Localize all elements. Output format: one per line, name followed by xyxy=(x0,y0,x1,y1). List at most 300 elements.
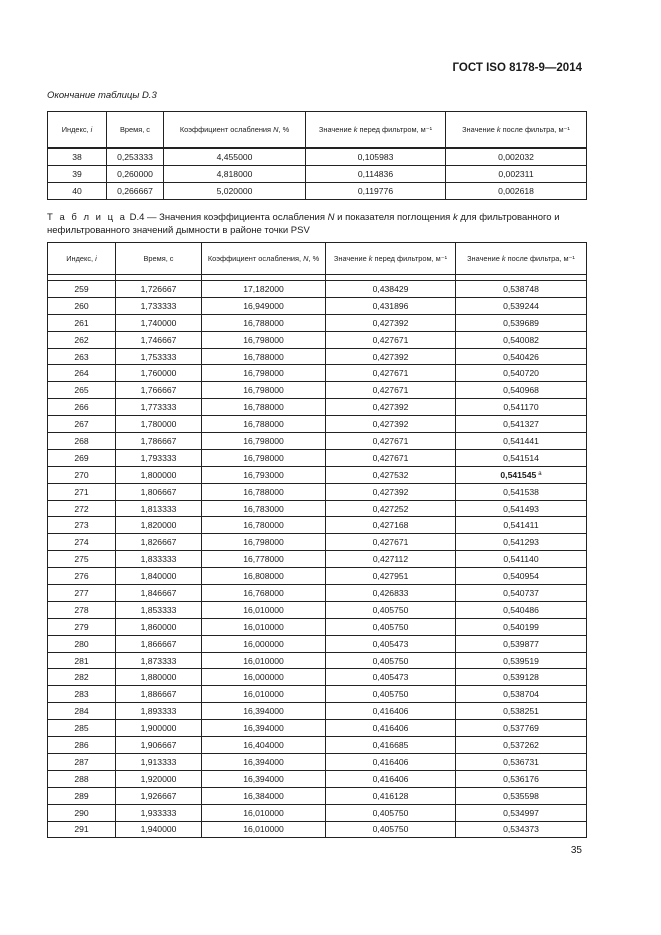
cell-value: 16,404000 xyxy=(243,739,284,750)
table-cell xyxy=(48,416,116,433)
table-row xyxy=(48,281,587,298)
table-cell xyxy=(456,585,587,602)
table-cell xyxy=(326,652,456,669)
cell-value: 5,020000 xyxy=(216,186,253,196)
table-cell xyxy=(48,517,116,534)
column-header-label: Коэффициент ослабления, xyxy=(207,253,304,263)
table-cell xyxy=(48,534,116,551)
cell-value: 272 xyxy=(74,503,89,514)
table-cell xyxy=(48,787,116,804)
table-cell xyxy=(456,770,587,787)
cell-value: 1,880000 xyxy=(140,672,177,683)
table-cell xyxy=(326,297,456,314)
footnote-marker: a xyxy=(538,470,542,477)
cell-value: 1,826667 xyxy=(140,537,177,548)
table-cell xyxy=(326,483,456,500)
table-cell xyxy=(48,449,116,466)
cell-value: 262 xyxy=(74,334,89,345)
cell-value: 0,540486 xyxy=(503,604,539,615)
cell-value: 16,798000 xyxy=(243,385,284,396)
table-cell xyxy=(456,635,587,652)
table-cell xyxy=(116,365,202,382)
table-row xyxy=(48,382,587,399)
cell-value: 0,105983 xyxy=(357,152,394,162)
cell-value: 1,860000 xyxy=(140,621,177,632)
table-cell xyxy=(48,365,116,382)
table-cell xyxy=(48,433,116,450)
table-cell xyxy=(48,348,116,365)
table-cell xyxy=(107,166,164,183)
table-d4 xyxy=(47,242,587,838)
cell-value: 0,405473 xyxy=(372,672,409,683)
table-cell xyxy=(456,466,587,483)
cell-value: 16,949000 xyxy=(243,300,284,311)
cell-value: 0,541545 xyxy=(500,469,537,480)
table-d3-body xyxy=(48,148,587,200)
column-header-unit: после фильтра, м⁻¹ xyxy=(500,124,570,134)
table-cell xyxy=(202,433,326,450)
column-header-label: Значение xyxy=(462,124,497,134)
table-cell xyxy=(116,551,202,568)
table-cell xyxy=(202,703,326,720)
cell-value: 0,405750 xyxy=(372,807,409,818)
table-cell xyxy=(116,787,202,804)
cell-value: 0,540720 xyxy=(503,368,539,379)
cell-value: 1,813333 xyxy=(140,503,177,514)
cell-value: 1,740000 xyxy=(140,317,177,328)
column-header-unit: перед фильтром, м⁻¹ xyxy=(372,253,448,263)
cell-value: 0,260000 xyxy=(117,169,153,179)
cell-value: 16,394000 xyxy=(243,756,284,767)
cell-value: 1,893333 xyxy=(140,706,177,717)
table-cell xyxy=(116,466,202,483)
cell-value: 269 xyxy=(74,452,89,463)
table-row xyxy=(48,500,587,517)
cell-value: 275 xyxy=(74,554,89,565)
table-cell xyxy=(107,148,164,166)
table-d4-title-text3: для фильтрованного и нефильтрованного значений дымности в районе точки PSV xyxy=(47,212,560,236)
cell-value: 0,427392 xyxy=(372,402,409,413)
cell-value: 0,427252 xyxy=(372,503,409,514)
table-cell xyxy=(202,297,326,314)
cell-value: 1,920000 xyxy=(140,773,177,784)
cell-value: 0,541293 xyxy=(503,537,539,548)
table-cell xyxy=(48,753,116,770)
table-cell xyxy=(326,720,456,737)
cell-value: 265 xyxy=(74,385,89,396)
table-cell xyxy=(116,416,202,433)
table-cell xyxy=(456,382,587,399)
column-header-variable: i xyxy=(90,124,93,134)
column-header-unit: перед фильтром, м⁻¹ xyxy=(357,124,433,134)
cell-value: 274 xyxy=(74,537,89,548)
table-cell xyxy=(164,166,306,183)
cell-value: 0,538251 xyxy=(503,706,539,717)
table-cell xyxy=(48,669,116,686)
table-row xyxy=(48,534,587,551)
column-header xyxy=(306,112,446,149)
table-cell xyxy=(202,720,326,737)
table-cell xyxy=(48,635,116,652)
table-cell xyxy=(202,551,326,568)
column-header-label: Индекс, xyxy=(66,253,96,263)
cell-value: 17,182000 xyxy=(243,283,284,294)
table-cell xyxy=(116,399,202,416)
table-cell xyxy=(48,720,116,737)
column-header-label: Время, с xyxy=(119,124,151,134)
cell-value: 16,394000 xyxy=(243,706,284,717)
cell-value: 0,405473 xyxy=(372,638,409,649)
table-cell xyxy=(326,281,456,298)
cell-value: 267 xyxy=(74,419,89,430)
table-cell xyxy=(202,585,326,602)
table-row xyxy=(48,166,587,183)
cell-value: 0,537262 xyxy=(503,739,539,750)
cell-value: 0,540968 xyxy=(503,385,539,396)
cell-value: 0,427671 xyxy=(372,368,409,379)
table-cell xyxy=(116,382,202,399)
table-cell xyxy=(202,483,326,500)
cell-value: 0,427168 xyxy=(372,520,409,531)
cell-value: 16,010000 xyxy=(243,621,284,632)
column-header xyxy=(326,243,456,275)
column-header xyxy=(107,112,164,149)
table-cell xyxy=(326,466,456,483)
table-cell xyxy=(326,821,456,838)
table-cell xyxy=(116,737,202,754)
table-cell xyxy=(48,770,116,787)
table-cell xyxy=(202,382,326,399)
column-header xyxy=(48,243,116,275)
table-cell xyxy=(202,568,326,585)
table-cell xyxy=(456,314,587,331)
table-row xyxy=(48,686,587,703)
cell-value: 277 xyxy=(74,587,89,598)
table-row xyxy=(48,416,587,433)
table-cell xyxy=(202,601,326,618)
table-cell xyxy=(446,183,587,200)
table-cell xyxy=(202,652,326,669)
table-cell xyxy=(326,382,456,399)
table-cell xyxy=(326,770,456,787)
cell-value: 0,541441 xyxy=(503,435,539,446)
table-cell xyxy=(48,601,116,618)
cell-value: 0,405750 xyxy=(372,621,409,632)
table-cell xyxy=(456,669,587,686)
table-cell xyxy=(116,500,202,517)
cell-value: 16,780000 xyxy=(243,520,284,531)
table-row xyxy=(48,483,587,500)
column-header xyxy=(164,112,306,149)
column-header-label: Индекс, xyxy=(61,124,91,134)
table-row xyxy=(48,314,587,331)
table-cell xyxy=(456,737,587,754)
table-cell xyxy=(202,331,326,348)
cell-value: 0,540426 xyxy=(503,351,539,362)
cell-value: 0,427671 xyxy=(372,385,409,396)
cell-value: 1,766667 xyxy=(140,385,177,396)
table-cell xyxy=(116,635,202,652)
cell-value: 1,793333 xyxy=(140,452,177,463)
table-row xyxy=(48,703,587,720)
table-d4-body xyxy=(48,275,587,838)
cell-value: 1,820000 xyxy=(140,520,177,531)
cell-value: 0,534373 xyxy=(503,824,539,835)
table-d4-title xyxy=(47,211,587,237)
cell-value: 1,760000 xyxy=(140,368,177,379)
table-cell xyxy=(326,365,456,382)
cell-value: 0,427671 xyxy=(372,452,409,463)
table-cell xyxy=(202,686,326,703)
column-header-variable: k xyxy=(496,124,501,134)
table-cell xyxy=(306,183,446,200)
table-cell xyxy=(48,281,116,298)
table-cell xyxy=(116,652,202,669)
cell-value: 1,786667 xyxy=(140,435,177,446)
table-row xyxy=(48,148,587,166)
cell-value: 16,000000 xyxy=(243,672,284,683)
cell-value: 16,788000 xyxy=(243,486,284,497)
table-cell xyxy=(202,635,326,652)
table-cell xyxy=(326,585,456,602)
table-row xyxy=(48,601,587,618)
cell-value: 264 xyxy=(74,368,89,379)
cell-value: 16,394000 xyxy=(243,723,284,734)
table-cell xyxy=(306,166,446,183)
cell-value: 271 xyxy=(74,486,89,497)
table-row xyxy=(48,635,587,652)
table-row xyxy=(48,618,587,635)
cell-value: 16,798000 xyxy=(243,435,284,446)
table-row xyxy=(48,331,587,348)
cell-value: 0,427112 xyxy=(372,554,409,565)
cell-value: 0,426833 xyxy=(372,587,409,598)
table-row xyxy=(48,365,587,382)
table-d3-caption: Окончание таблицы D.3 xyxy=(47,90,157,101)
table-cell xyxy=(107,183,164,200)
table-cell xyxy=(326,669,456,686)
table-cell xyxy=(456,517,587,534)
cell-value: 0,416406 xyxy=(372,773,409,784)
table-cell xyxy=(202,517,326,534)
cell-value: 291 xyxy=(74,824,89,835)
cell-value: 0,536731 xyxy=(503,756,539,767)
cell-value: 1,873333 xyxy=(140,655,177,666)
cell-value: 287 xyxy=(74,756,89,767)
table-row xyxy=(48,720,587,737)
table-cell xyxy=(202,770,326,787)
cell-value: 16,010000 xyxy=(243,689,284,700)
table-cell xyxy=(202,804,326,821)
table-d4-title-text2: и показателя поглощения xyxy=(334,212,453,223)
table-cell xyxy=(116,601,202,618)
cell-value: 0,427392 xyxy=(372,317,409,328)
cell-value: 1,833333 xyxy=(140,554,177,565)
cell-value: 16,788000 xyxy=(243,402,284,413)
table-d4-title-var-k: k xyxy=(452,212,458,223)
column-header-label: Коэффициент ослабления xyxy=(179,124,274,134)
table-row xyxy=(48,297,587,314)
column-header-variable: i xyxy=(95,253,97,263)
table-d4-title-prefix: Т а б л и ц а xyxy=(47,212,127,223)
cell-value: 1,926667 xyxy=(140,790,177,801)
table-cell xyxy=(456,703,587,720)
table-cell xyxy=(326,787,456,804)
cell-value: 16,808000 xyxy=(243,571,284,582)
column-header-variable: N xyxy=(273,124,279,134)
cell-value: 270 xyxy=(74,469,89,480)
cell-value: 16,778000 xyxy=(243,554,284,565)
cell-value: 0,535598 xyxy=(503,790,539,801)
cell-value: 0,539689 xyxy=(503,317,539,328)
table-row xyxy=(48,183,587,200)
table-cell xyxy=(48,314,116,331)
table-cell xyxy=(116,534,202,551)
table-row xyxy=(48,669,587,686)
cell-value: 16,783000 xyxy=(243,503,284,514)
cell-value: 0,541170 xyxy=(503,402,539,413)
cell-value: 0,427392 xyxy=(372,419,409,430)
table-row xyxy=(48,585,587,602)
cell-value: 289 xyxy=(74,790,89,801)
table-cell xyxy=(456,686,587,703)
cell-value: 0,002311 xyxy=(498,169,534,179)
cell-value: 1,900000 xyxy=(140,723,177,734)
cell-value: 16,788000 xyxy=(243,317,284,328)
cell-value: 0,416406 xyxy=(372,756,409,767)
table-cell xyxy=(456,281,587,298)
table-cell xyxy=(326,314,456,331)
cell-value: 16,010000 xyxy=(243,824,284,835)
table-cell xyxy=(48,382,116,399)
cell-value: 0,119776 xyxy=(357,186,394,196)
column-header-unit: после фильтра, м⁻¹ xyxy=(505,253,575,263)
column-header xyxy=(456,243,587,275)
cell-value: 4,455000 xyxy=(216,152,253,162)
table-cell xyxy=(48,568,116,585)
table-cell xyxy=(456,433,587,450)
table-cell xyxy=(456,804,587,821)
table-cell xyxy=(116,331,202,348)
table-cell xyxy=(306,148,446,166)
table-cell xyxy=(116,281,202,298)
cell-value: 0,114836 xyxy=(357,169,394,179)
cell-value: 0,541327 xyxy=(503,419,539,430)
table-cell xyxy=(202,365,326,382)
table-cell xyxy=(326,331,456,348)
cell-value: 0,427951 xyxy=(372,571,409,582)
table-cell xyxy=(202,449,326,466)
cell-value: 4,818000 xyxy=(216,169,253,179)
cell-value: 0,540954 xyxy=(503,571,539,582)
cell-value: 0,431896 xyxy=(372,300,409,311)
table-d3-header-row xyxy=(48,112,587,149)
table-cell xyxy=(48,500,116,517)
cell-value: 1,733333 xyxy=(140,300,177,311)
cell-value: 40 xyxy=(72,186,82,196)
cell-value: 0,541411 xyxy=(503,520,539,531)
table-cell xyxy=(326,635,456,652)
cell-value: 0,416685 xyxy=(372,739,409,750)
cell-value: 0,541538 xyxy=(503,486,539,497)
cell-value: 0,427671 xyxy=(372,334,409,345)
cell-value: 0,541514 xyxy=(503,452,539,463)
cell-value: 16,798000 xyxy=(243,334,284,345)
table-cell xyxy=(456,618,587,635)
table-cell xyxy=(326,517,456,534)
table-cell xyxy=(48,183,107,200)
table-cell xyxy=(456,483,587,500)
table-row xyxy=(48,568,587,585)
table-cell xyxy=(202,753,326,770)
table-cell xyxy=(116,686,202,703)
table-cell xyxy=(116,618,202,635)
cell-value: 0,539877 xyxy=(503,638,539,649)
document-standard-header: ГОСТ ISO 8178-9—2014 xyxy=(452,62,582,74)
table-cell xyxy=(202,281,326,298)
cell-value: 0,253333 xyxy=(117,152,153,162)
cell-value: 0,538748 xyxy=(503,283,539,294)
table-cell xyxy=(48,618,116,635)
table-cell xyxy=(116,517,202,534)
table-cell xyxy=(116,770,202,787)
table-cell xyxy=(326,348,456,365)
table-cell xyxy=(116,703,202,720)
table-cell xyxy=(326,500,456,517)
cell-value: 0,416406 xyxy=(372,706,409,717)
table-cell xyxy=(456,534,587,551)
table-cell xyxy=(456,500,587,517)
table-cell xyxy=(116,753,202,770)
table-cell xyxy=(326,753,456,770)
table-cell xyxy=(48,483,116,500)
table-cell xyxy=(202,737,326,754)
table-d4-header-row xyxy=(48,243,587,275)
table-cell xyxy=(116,585,202,602)
table-cell xyxy=(202,534,326,551)
cell-value: 1,846667 xyxy=(140,587,177,598)
cell-value: 288 xyxy=(74,773,89,784)
table-d4-title-text: D.4 — Значения коэффициента ослабления xyxy=(126,212,328,223)
cell-value: 0,427392 xyxy=(372,351,409,362)
table-row xyxy=(48,551,587,568)
table-cell xyxy=(48,652,116,669)
cell-value: 1,726667 xyxy=(140,283,177,294)
cell-value: 1,913333 xyxy=(140,756,177,767)
cell-value: 0,427671 xyxy=(372,435,409,446)
table-row xyxy=(48,517,587,534)
column-header-variable: k xyxy=(501,253,506,263)
table-cell xyxy=(48,804,116,821)
column-header-label: Значение xyxy=(318,124,354,134)
table-cell xyxy=(48,466,116,483)
table-cell xyxy=(202,348,326,365)
table-row xyxy=(48,433,587,450)
table-cell xyxy=(456,753,587,770)
table-cell xyxy=(116,449,202,466)
table-cell xyxy=(326,686,456,703)
cell-value: 1,773333 xyxy=(140,402,177,413)
table-row xyxy=(48,787,587,804)
column-header-variable: k xyxy=(368,253,373,263)
cell-value: 0,539519 xyxy=(503,655,539,666)
cell-value: 16,010000 xyxy=(243,807,284,818)
table-cell xyxy=(202,416,326,433)
cell-value: 284 xyxy=(74,706,89,717)
table-cell xyxy=(446,166,587,183)
table-cell xyxy=(326,416,456,433)
cell-value: 1,806667 xyxy=(140,486,177,497)
